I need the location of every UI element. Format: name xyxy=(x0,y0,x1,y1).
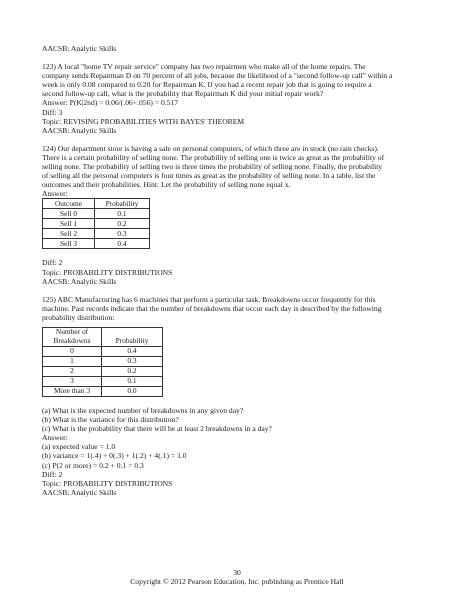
table-row xyxy=(43,229,150,239)
table-cell: 1 xyxy=(43,356,102,366)
skill-line: AACSB: Analytic Skills xyxy=(42,276,117,286)
table-cell: Sell 1 xyxy=(43,219,95,229)
difficulty-line: Diff: 2 xyxy=(42,258,63,268)
question-text-line: There is a certain probability of selling none. The probability of selling one is twice as great as the probability of xyxy=(42,152,385,162)
column-header: Probability xyxy=(102,327,163,346)
table-cell: 0.1 xyxy=(102,376,163,386)
outcome-probability-table xyxy=(42,198,150,249)
table-cell: More than 3 xyxy=(43,386,102,396)
answer-label: Answer: xyxy=(42,433,68,443)
question-124 xyxy=(42,144,438,286)
answer-line: Answer: P(K|2nd) = 0.06/(.06+.056) = 0.517 xyxy=(42,98,179,108)
question-text-line: week is only 0.08 compared to 0.20 for Repairman K. If you had a recent repair job that is going to require a xyxy=(42,80,372,90)
table-row xyxy=(43,366,163,376)
table-row xyxy=(43,376,163,386)
table-cell: 2 xyxy=(43,366,102,376)
table-cell: 0.1 xyxy=(95,209,150,219)
table-cell: Sell 2 xyxy=(43,229,95,239)
question-123 xyxy=(42,62,438,135)
table-row xyxy=(43,356,163,366)
question-text-line: selling none. The probability of selling two is three times the probability of selling none. Finally, the probability xyxy=(42,162,383,172)
table-header-row xyxy=(43,327,163,346)
question-part: (c) What is the probability that there will be at least 2 breakdowns in a day? xyxy=(42,424,272,434)
table-cell: 0.3 xyxy=(102,356,163,366)
question-text-line: 124) Our department store is having a sale on personal computers, of which three are in stock (no rain checks). xyxy=(42,143,379,153)
table-cell: 0.0 xyxy=(102,386,163,396)
answer-line: (b) variance = 1(.4) + 0(.3) + 1(.2) + 4(.1) = 1.0 xyxy=(42,451,187,461)
table-row xyxy=(43,346,163,356)
table-cell: Sell 3 xyxy=(43,239,95,249)
page-number: 30 xyxy=(233,568,241,577)
page-content xyxy=(42,44,438,497)
question-text-line: machine. Past records indicate that the number of breakdowns that occur each day is described by the following xyxy=(42,303,382,313)
column-header-line: Number of xyxy=(55,327,89,337)
table-header-row xyxy=(43,199,150,209)
table-cell: 0.4 xyxy=(102,346,163,356)
skill-line: AACSB: Analytic Skills xyxy=(42,44,117,53)
question-text-line: 125) ABC Manufacturing has 6 machines that perform a particular task. Breakdowns occur frequently for this xyxy=(42,294,376,304)
question-text-line: probability distribution: xyxy=(42,312,115,322)
table-cell: 0.4 xyxy=(95,239,150,249)
skill-line: AACSB: Analytic Skills xyxy=(42,125,117,135)
column-header: Probability xyxy=(95,199,150,209)
skill-line: AACSB: Analytic Skills xyxy=(42,487,117,497)
table-row xyxy=(43,386,163,396)
table-cell: 3 xyxy=(43,376,102,386)
question-text-line: second follow-up call, what is the probability that Repairman K did your initial repair work? xyxy=(42,89,324,99)
question-text-line: outcomes and their probabilities. Hint: Let the probability of selling none equal x. xyxy=(42,180,291,190)
question-part: (b) What is the variance for this distribution? xyxy=(42,415,179,425)
topic-line: Topic: PROBABILITY DISTRIBUTIONS xyxy=(42,267,173,277)
table-row xyxy=(43,239,150,249)
copyright-notice: Copyright © 2012 Pearson Education, Inc. publishing as Prentice Hall xyxy=(130,577,344,586)
column-header: Outcome xyxy=(43,199,95,209)
table-cell: 0.2 xyxy=(95,219,150,229)
table-cell: 0.3 xyxy=(95,229,150,239)
question-text-line: of selling all the personal computers is four times as great as the probability of selling none. In a table, list the xyxy=(42,171,376,181)
question-part: (a) What is the expected number of breakdowns in any given day? xyxy=(42,405,244,415)
question-text-line: 123) A local "home TV repair service" company has two repairmen who make all of the home repairs. The xyxy=(42,62,366,72)
column-header-line: Breakdowns xyxy=(53,335,91,345)
column-header xyxy=(43,327,102,346)
answer-line: (a) expected value = 1.0 xyxy=(42,442,116,452)
difficulty-line: Diff: 3 xyxy=(42,107,63,117)
table-row xyxy=(43,209,150,219)
table-cell: Sell 0 xyxy=(43,209,95,219)
table-cell: 0 xyxy=(43,346,102,356)
answer-label: Answer: xyxy=(42,189,68,199)
topic-line: Topic: PROBABILITY DISTRIBUTIONS xyxy=(42,478,173,488)
topic-line: Topic: REVISING PROBABILITIES WITH BAYES' THEOREM xyxy=(42,116,245,126)
question-125 xyxy=(42,295,438,497)
answer-line: (c) P(2 or more) = 0.2 + 0.1 = 0.3 xyxy=(42,460,144,470)
table-cell: 0.2 xyxy=(102,366,163,376)
breakdown-distribution-table xyxy=(42,327,163,397)
question-text-line: company sends Repairman D on 70 percent of all jobs, because the likelihood of a "second follow-up call" within a xyxy=(42,71,393,81)
table-row xyxy=(43,219,150,229)
difficulty-line: Diff: 2 xyxy=(42,469,63,479)
